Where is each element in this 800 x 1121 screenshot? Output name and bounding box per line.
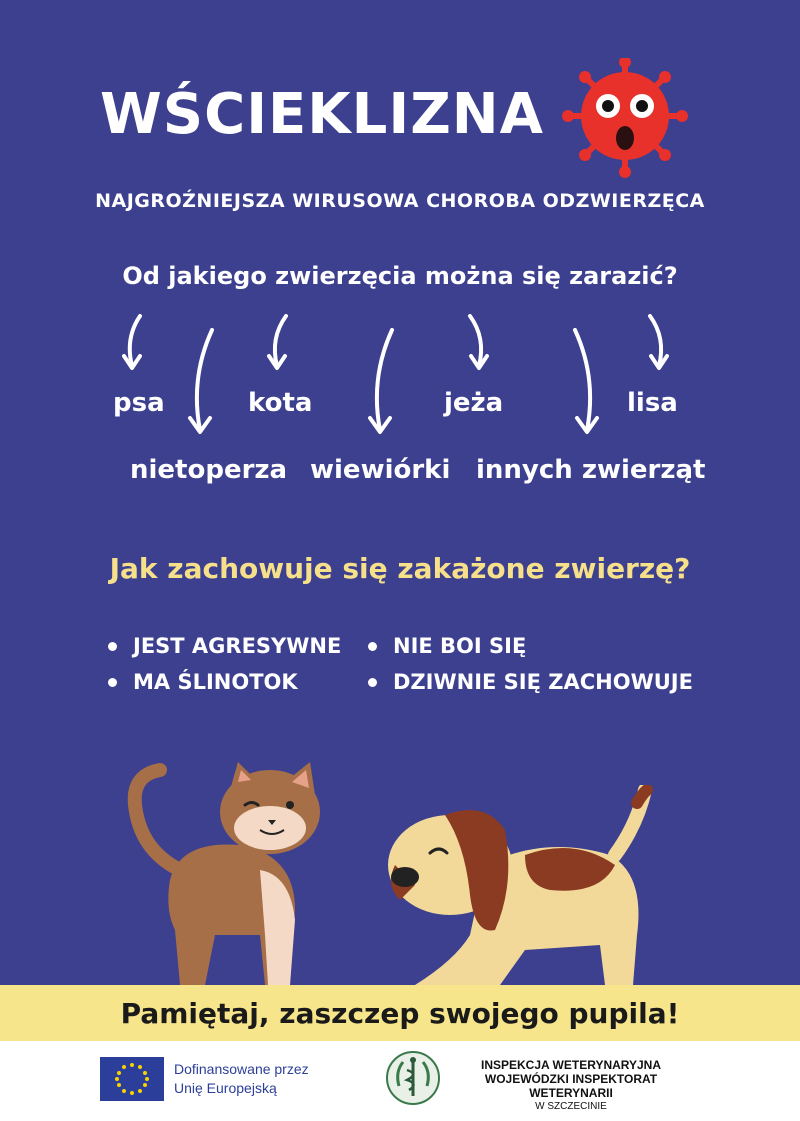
symptom-item: NIE BOI SIĘ: [368, 634, 526, 658]
page-title: WŚCIEKLIZNA: [100, 82, 545, 147]
behaviour-question: Jak zachowuje się zakażone zwierzę?: [109, 552, 691, 585]
animal-dog: psa: [113, 388, 165, 418]
animal-cat: kota: [248, 388, 313, 418]
animal-fox: lisa: [627, 388, 678, 418]
symptom-item: DZIWNIE SIĘ ZACHOWUJE: [368, 670, 693, 694]
animal-squirrel: wiewiórki: [310, 455, 451, 485]
virus-icon: [560, 58, 690, 178]
animal-hedgehog: jeża: [444, 388, 504, 418]
subtitle: NAJGROŹNIEJSZA WIRUSOWA CHOROBA ODZWIERZĘCA: [95, 190, 705, 212]
eu-flag-icon: [100, 1057, 164, 1101]
cta-banner: [0, 985, 800, 1041]
cta-text: Pamiętaj, zaszczep swojego pupila!: [120, 996, 680, 1030]
arrows-decoration: [0, 308, 800, 443]
inspectorate-text: INSPEKCJA WETERYNARYJNA WOJEWÓDZKI INSPEKTORAT WETERYNARII W SZCZECINIE: [480, 1058, 662, 1112]
transmission-question: Od jakiego zwierzęcia można się zarazić?: [122, 262, 678, 290]
animal-others: innych zwierząt: [476, 455, 706, 485]
veterinary-emblem-icon: [385, 1050, 441, 1106]
eu-funding-text: Dofinansowane przez Unię Europejską: [174, 1061, 309, 1096]
dog-illustration: [375, 785, 665, 985]
animal-bat: nietoperza: [130, 455, 288, 485]
symptom-item: JEST AGRESYWNE: [108, 634, 341, 658]
cat-illustration: [120, 760, 340, 985]
symptom-item: MA ŚLINOTOK: [108, 670, 298, 694]
